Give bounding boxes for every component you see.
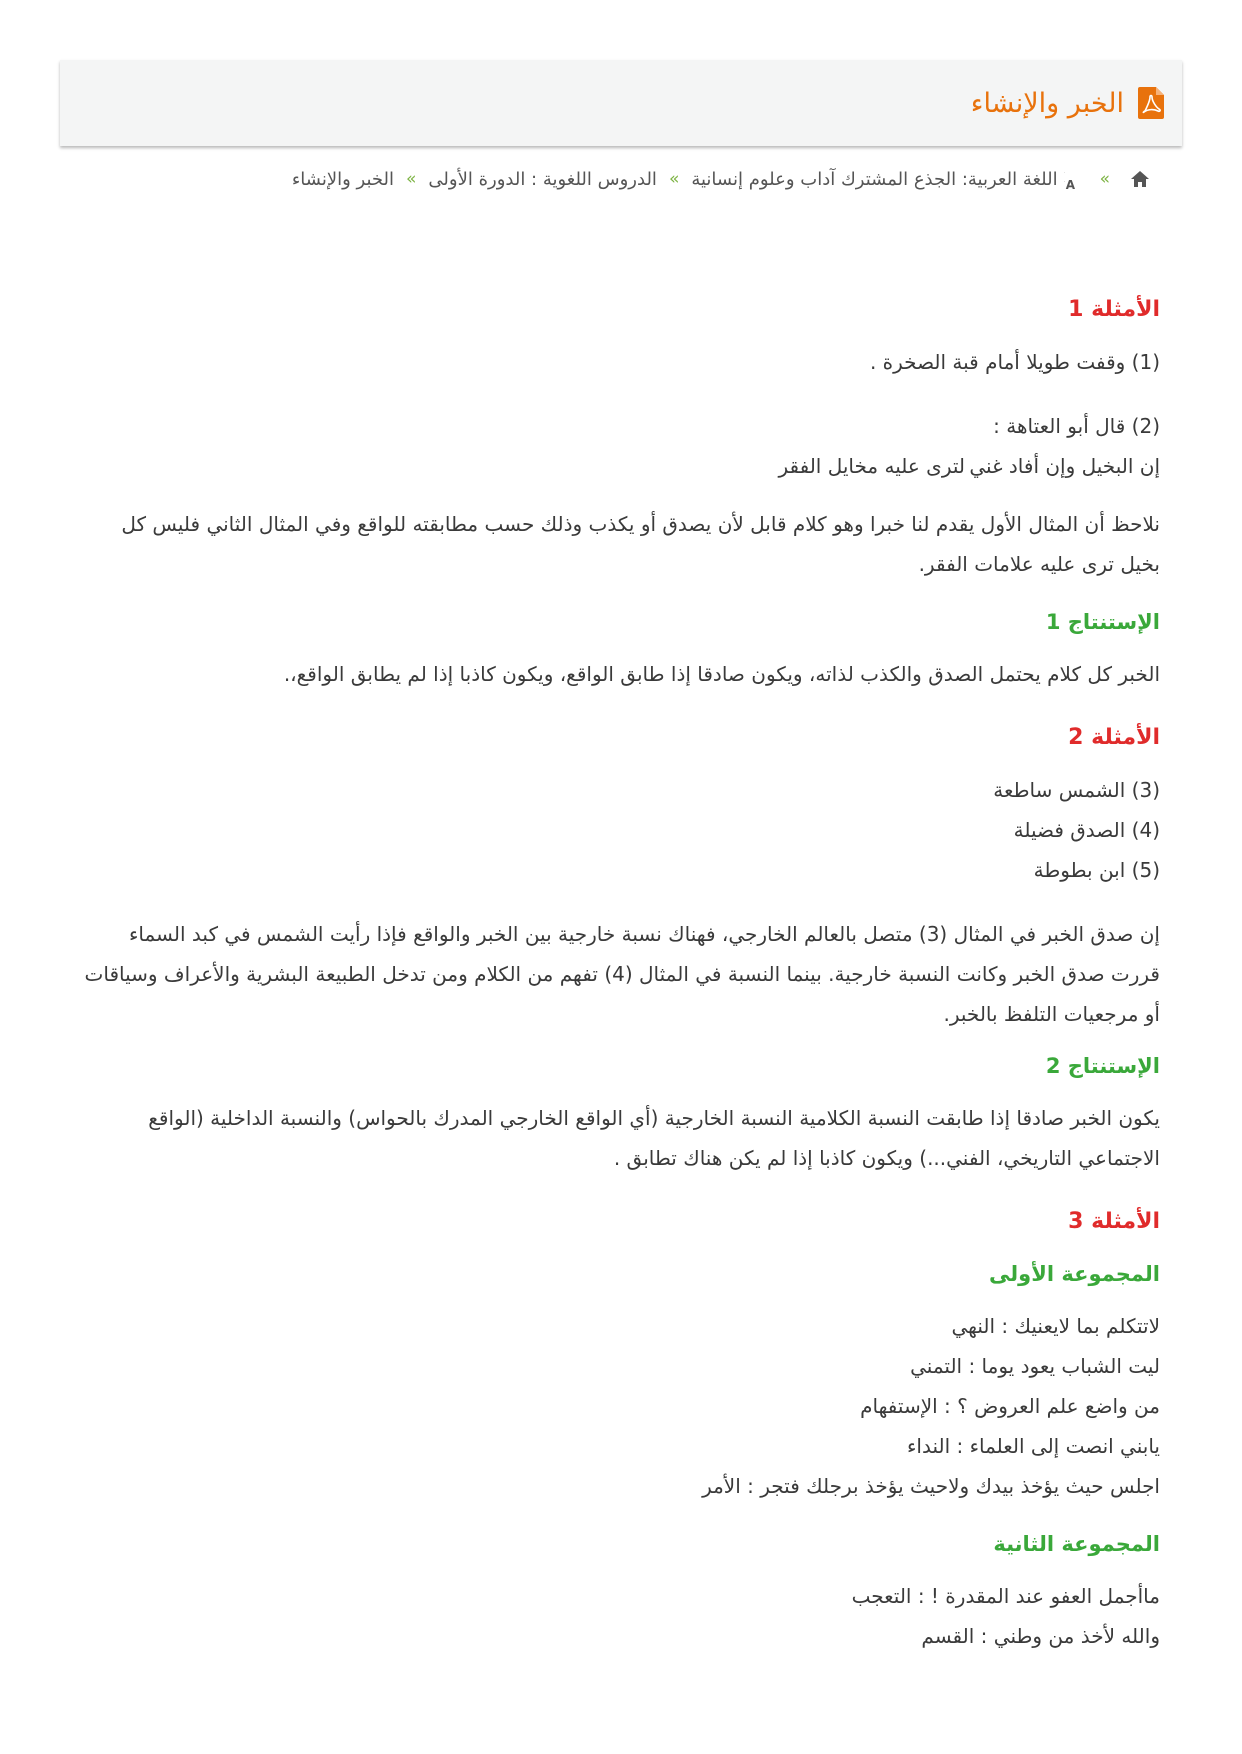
- page-title: الخبر والإنشاء: [970, 87, 1124, 119]
- examples-1-note: نلاحظ أن المثال الأول يقدم لنا خبرا وهو كلام قابل لأن يصدق أو يكذب وذلك حسب مطابقته للواقع وفي المثال الثاني فليس كل بخيل ترى عليه علامات الفقر.: [121, 512, 1160, 576]
- home-icon[interactable]: [1130, 169, 1150, 189]
- examples-2-heading: الأمثلة 2: [1068, 725, 1160, 750]
- examples-2-note: إن صدق الخبر في المثال (3) متصل بالعالم الخارجي، فهناك نسبة خارجية بين الخبر والواقع فإذا رأيت الشمس في كبد السماء قررت صدق الخبر وكانت النسبة خارجية. بينما النسبة في المثال (4) تفهم من الكلام ومن تدخل الطبيعة البشرية والأعراف وسياقات أو مرجعيات التلفظ بالخبر.: [84, 922, 1160, 1026]
- breadcrumb-separator: »: [1099, 169, 1110, 189]
- group-1-heading: المجموعة الأولى: [989, 1262, 1160, 1286]
- list-item: والله لأخذ من وطني : القسم: [921, 1624, 1160, 1648]
- breadcrumb-item-subject[interactable]: اللغة العربية: الجذع المشترك آداب وعلوم إنسانية: [691, 168, 1058, 190]
- group-2-heading: المجموعة الثانية: [993, 1532, 1160, 1556]
- list-item: ماأجمل العفو عند المقدرة ! : التعجب: [851, 1584, 1160, 1608]
- translate-icon: [1064, 168, 1088, 190]
- page-header: [60, 60, 1182, 146]
- list-item: يابني انصت إلى العلماء : النداء: [906, 1434, 1160, 1458]
- verse-first-hemistich: إن البخيل وإن أفاد غني: [969, 454, 1160, 478]
- list-item: لاتتكلم بما لايعنيك : النهي: [951, 1314, 1160, 1338]
- breadcrumb: [90, 168, 1150, 190]
- svg-text:A: A: [1065, 178, 1075, 190]
- conclusion-2-text: يكون الخبر صادقا إذا طابقت النسبة الكلامية النسبة الخارجية (أي الواقع الخارجي المدرك بالحواس) والنسبة الداخلية (الواقع الاجتماعي التاريخي، الفني...) ويكون كاذبا إذا لم يكن هناك تطابق .: [148, 1106, 1160, 1170]
- lesson-content: [80, 290, 1160, 1656]
- conclusion-2-heading: الإستنتاج 2: [1045, 1054, 1160, 1078]
- breadcrumb-item-current: الخبر والإنشاء: [291, 168, 394, 190]
- breadcrumb-separator: »: [406, 169, 417, 189]
- list-item: اجلس حيث يؤخذ بيدك ولاحيث يؤخذ برجلك فتجر : الأمر: [702, 1474, 1160, 1498]
- verse-second-hemistich: لترى عليه مخايل الفقر: [778, 454, 965, 478]
- breadcrumb-item-lessons[interactable]: الدروس اللغوية : الدورة الأولى: [428, 168, 657, 190]
- examples-1-heading: الأمثلة 1: [1068, 297, 1160, 322]
- conclusion-1-text: الخبر كل كلام يحتمل الصدق والكذب لذاته، ويكون صادقا إذا طابق الواقع، ويكون كاذبا إذا لم يطابق الواقع،.: [283, 662, 1160, 686]
- pdf-icon: [1138, 87, 1164, 119]
- example-line: (2) قال أبو العتاهة :: [993, 414, 1160, 438]
- example-line: (4) الصدق فضيلة: [1013, 818, 1160, 842]
- example-line: (3) الشمس ساطعة: [993, 778, 1160, 802]
- list-item: ليت الشباب يعود يوما : التمني: [910, 1354, 1160, 1378]
- example-line: (1) وقفت طويلا أمام قبة الصخرة .: [869, 350, 1160, 374]
- list-item: من واضع علم العروض ؟ : الإستفهام: [860, 1394, 1160, 1418]
- examples-3-heading: الأمثلة 3: [1068, 1209, 1160, 1234]
- example-line: (5) ابن بطوطة: [1033, 858, 1160, 882]
- breadcrumb-separator: »: [668, 169, 680, 189]
- poem-verse: [80, 446, 1160, 486]
- conclusion-1-heading: الإستنتاج 1: [1045, 610, 1160, 634]
